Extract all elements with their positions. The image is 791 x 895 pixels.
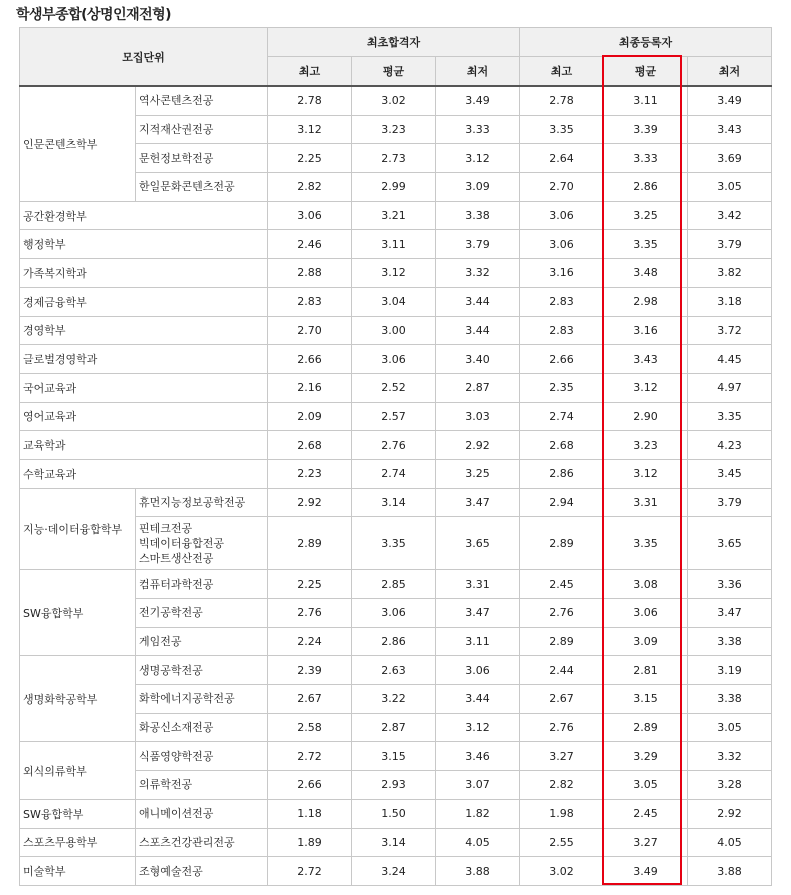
score-cell: 3.65 [688,517,772,570]
score-cell: 3.12 [436,144,520,173]
table-row [20,201,772,230]
major-cell [136,599,268,628]
score-cell: 2.25 [268,144,352,173]
score-cell: 3.47 [436,488,520,517]
score-cell: 2.74 [520,402,604,431]
major-label: 스마트생산전공 [139,551,214,565]
major-cell [136,771,268,800]
score-cell: 3.47 [688,599,772,628]
major-cell [136,799,268,828]
table-row [20,316,772,345]
major-cell [136,713,268,742]
table-row [20,402,772,431]
score-cell: 3.48 [604,259,688,288]
score-cell: 2.63 [352,656,436,685]
score-cell: 3.24 [352,857,436,886]
score-cell: 2.92 [436,431,520,460]
major-label: 게임전공 [139,635,182,649]
col-header: 평균 [352,57,436,87]
table-row [20,230,772,259]
score-cell: 2.72 [268,857,352,886]
score-cell: 3.32 [688,742,772,771]
score-cell: 3.33 [604,144,688,173]
score-cell: 2.82 [520,771,604,800]
major-label: 화공신소재전공 [139,721,214,735]
score-cell: 2.24 [268,627,352,656]
col-header: 최고 [520,57,604,87]
score-cell: 2.67 [268,685,352,714]
department-cell: 미술학부 [20,857,136,886]
major-label: 한일문화콘텐츠전공 [139,180,235,194]
score-cell: 3.38 [688,627,772,656]
department-cell: 국어교육과 [20,373,268,402]
score-cell: 3.11 [604,86,688,115]
score-cell: 3.36 [688,570,772,599]
score-cell: 3.88 [436,857,520,886]
major-cell [136,517,268,570]
table-row [20,345,772,374]
score-cell: 3.49 [436,86,520,115]
score-cell: 3.12 [352,259,436,288]
score-cell: 2.35 [520,373,604,402]
score-cell: 3.44 [436,685,520,714]
score-cell: 4.23 [688,431,772,460]
table-row [20,828,772,857]
score-cell: 2.78 [268,86,352,115]
score-cell: 2.81 [604,656,688,685]
score-cell: 2.09 [268,402,352,431]
major-label: 의류학전공 [139,778,193,792]
score-cell: 2.25 [268,570,352,599]
score-cell: 3.32 [436,259,520,288]
table-row [20,857,772,886]
score-cell: 2.44 [520,656,604,685]
score-cell: 1.18 [268,799,352,828]
score-cell: 3.44 [436,316,520,345]
score-cell: 3.21 [352,201,436,230]
score-cell: 2.90 [604,402,688,431]
major-label: 생명공학전공 [139,663,203,677]
department-cell: 스포츠무용학부 [20,828,136,857]
score-cell: 2.99 [352,173,436,202]
major-cell [136,115,268,144]
col-header: 최고 [268,57,352,87]
score-cell: 3.35 [352,517,436,570]
major-label: 역사콘텐츠전공 [139,94,214,108]
department-cell: 공간환경학부 [20,201,268,230]
score-cell: 4.97 [688,373,772,402]
table-row [20,373,772,402]
score-cell: 2.86 [520,459,604,488]
score-cell: 1.89 [268,828,352,857]
department-cell: 수학교육과 [20,459,268,488]
major-cell [136,173,268,202]
score-cell: 1.82 [436,799,520,828]
major-label: 컴퓨터과학전공 [139,577,214,591]
score-cell: 3.12 [436,713,520,742]
score-cell: 2.72 [268,742,352,771]
score-cell: 2.68 [520,431,604,460]
score-cell: 3.16 [520,259,604,288]
score-cell: 3.12 [604,459,688,488]
score-cell: 2.93 [352,771,436,800]
department-cell: SW융합학부 [20,799,136,828]
score-cell: 2.66 [268,771,352,800]
score-cell: 4.05 [688,828,772,857]
table-body [20,86,772,885]
score-cell: 3.06 [604,599,688,628]
score-cell: 2.64 [520,144,604,173]
score-cell: 3.88 [688,857,772,886]
score-cell: 2.92 [688,799,772,828]
score-cell: 2.87 [352,713,436,742]
score-cell: 2.98 [604,287,688,316]
score-cell: 2.73 [352,144,436,173]
score-cell: 3.06 [352,345,436,374]
score-cell: 3.05 [688,173,772,202]
score-cell: 3.82 [688,259,772,288]
score-cell: 2.88 [268,259,352,288]
department-cell: 외식의류학부 [20,742,136,799]
major-label: 핀테크전공 [139,521,193,535]
score-cell: 2.67 [520,685,604,714]
score-cell: 2.66 [520,345,604,374]
major-cell [136,742,268,771]
table-row [20,459,772,488]
major-label: 화학에너지공학전공 [139,692,235,706]
score-cell: 3.44 [436,287,520,316]
table-row [20,488,772,517]
major-cell [136,857,268,886]
score-cell: 3.28 [688,771,772,800]
major-label: 빅데이터융합전공 [139,536,225,550]
score-cell: 3.29 [604,742,688,771]
score-cell: 3.08 [604,570,688,599]
department-cell: 가족복지학과 [20,259,268,288]
score-cell: 3.18 [688,287,772,316]
score-cell: 2.76 [520,713,604,742]
score-cell: 3.00 [352,316,436,345]
score-cell: 3.09 [604,627,688,656]
score-cell: 3.23 [604,431,688,460]
score-cell: 3.06 [520,230,604,259]
score-cell: 3.16 [604,316,688,345]
score-cell: 3.42 [688,201,772,230]
score-cell: 3.38 [688,685,772,714]
major-label: 문헌정보학전공 [139,151,214,165]
score-cell: 2.86 [352,627,436,656]
score-cell: 3.65 [436,517,520,570]
major-cell [136,685,268,714]
score-cell: 2.87 [436,373,520,402]
col-header: 평균 [604,57,688,87]
score-cell: 2.78 [520,86,604,115]
department-cell: 경영학부 [20,316,268,345]
score-cell: 3.49 [604,857,688,886]
score-cell: 3.02 [520,857,604,886]
score-cell: 3.79 [688,488,772,517]
table-row [20,742,772,771]
score-cell: 2.58 [268,713,352,742]
score-cell: 3.49 [688,86,772,115]
score-cell: 2.82 [268,173,352,202]
major-cell [136,627,268,656]
department-cell: 행정학부 [20,230,268,259]
score-cell: 3.43 [604,345,688,374]
table-row [20,431,772,460]
score-cell: 3.12 [604,373,688,402]
score-cell: 2.66 [268,345,352,374]
score-cell: 4.05 [436,828,520,857]
score-cell: 3.31 [436,570,520,599]
score-cell: 3.43 [688,115,772,144]
score-cell: 2.94 [520,488,604,517]
major-label: 애니메이션전공 [139,807,214,821]
score-cell: 3.27 [604,828,688,857]
score-cell: 3.04 [352,287,436,316]
score-cell: 2.89 [520,517,604,570]
admission-results-table [19,27,772,886]
score-cell: 3.79 [436,230,520,259]
score-cell: 3.11 [352,230,436,259]
score-cell: 3.47 [436,599,520,628]
score-cell: 3.12 [268,115,352,144]
score-cell: 3.35 [604,230,688,259]
score-cell: 3.19 [688,656,772,685]
table-row [20,799,772,828]
table-row [20,287,772,316]
score-cell: 2.52 [352,373,436,402]
major-label: 휴먼지능정보공학전공 [139,495,246,509]
score-cell: 2.55 [520,828,604,857]
major-label: 전기공학전공 [139,606,203,620]
score-cell: 2.92 [268,488,352,517]
score-cell: 2.89 [604,713,688,742]
table-row [20,259,772,288]
col-header: 최저 [688,57,772,87]
major-cell [136,656,268,685]
table-row [20,86,772,115]
score-cell: 3.40 [436,345,520,374]
score-cell: 3.09 [436,173,520,202]
score-cell: 3.03 [436,402,520,431]
score-cell: 3.38 [436,201,520,230]
score-cell: 2.45 [520,570,604,599]
score-cell: 2.85 [352,570,436,599]
score-cell: 3.69 [688,144,772,173]
score-cell: 3.25 [604,201,688,230]
department-cell: SW융합학부 [20,570,136,656]
unit-header: 모집단위 [20,28,268,87]
score-cell: 2.70 [268,316,352,345]
score-cell: 3.33 [436,115,520,144]
score-cell: 3.79 [688,230,772,259]
score-cell: 3.35 [520,115,604,144]
score-cell: 2.89 [268,517,352,570]
score-cell: 2.83 [520,287,604,316]
score-cell: 3.35 [688,402,772,431]
col-header: 최저 [436,57,520,87]
score-cell: 2.74 [352,459,436,488]
department-cell: 영어교육과 [20,402,268,431]
score-cell: 3.06 [436,656,520,685]
score-cell: 3.46 [436,742,520,771]
major-label: 지적재산권전공 [139,123,214,137]
department-cell: 교육학과 [20,431,268,460]
department-cell: 생명화학공학부 [20,656,136,742]
score-cell: 3.39 [604,115,688,144]
score-cell: 1.50 [352,799,436,828]
score-cell: 2.83 [268,287,352,316]
score-cell: 4.45 [688,345,772,374]
major-cell [136,488,268,517]
score-cell: 3.05 [604,771,688,800]
table-row [20,656,772,685]
score-cell: 1.98 [520,799,604,828]
score-cell: 3.06 [352,599,436,628]
major-label: 식품영양학전공 [139,749,214,763]
score-cell: 2.16 [268,373,352,402]
final-registrant-header: 최종등록자 [520,28,772,57]
score-cell: 3.35 [604,517,688,570]
score-cell: 2.86 [604,173,688,202]
major-cell [136,828,268,857]
score-cell: 3.15 [352,742,436,771]
major-cell [136,86,268,115]
score-cell: 2.76 [268,599,352,628]
score-cell: 2.89 [520,627,604,656]
score-cell: 3.11 [436,627,520,656]
major-cell [136,570,268,599]
score-cell: 2.83 [520,316,604,345]
table-row [20,570,772,599]
score-cell: 3.14 [352,488,436,517]
major-cell [136,144,268,173]
score-cell: 3.06 [268,201,352,230]
department-cell: 지능·데이터융합학부 [20,488,136,570]
score-cell: 2.76 [352,431,436,460]
score-cell: 2.23 [268,459,352,488]
department-cell: 인문콘텐츠학부 [20,86,136,201]
score-cell: 2.39 [268,656,352,685]
page-title: 학생부종합(상명인재전형) [16,7,172,23]
initial-pass-header: 최초합격자 [268,28,520,57]
score-cell: 3.22 [352,685,436,714]
score-cell: 3.23 [352,115,436,144]
score-cell: 3.25 [436,459,520,488]
score-cell: 3.05 [688,713,772,742]
score-cell: 3.06 [520,201,604,230]
score-cell: 3.07 [436,771,520,800]
score-cell: 3.31 [604,488,688,517]
score-cell: 3.27 [520,742,604,771]
score-cell: 3.14 [352,828,436,857]
score-cell: 3.72 [688,316,772,345]
score-cell: 3.02 [352,86,436,115]
major-label: 조형예술전공 [139,864,203,878]
score-cell: 2.57 [352,402,436,431]
department-cell: 글로벌경영학과 [20,345,268,374]
department-cell: 경제금융학부 [20,287,268,316]
score-cell: 2.45 [604,799,688,828]
score-cell: 2.68 [268,431,352,460]
major-label: 스포츠건강관리전공 [139,835,235,849]
score-cell: 3.15 [604,685,688,714]
score-cell: 3.45 [688,459,772,488]
score-cell: 2.76 [520,599,604,628]
score-cell: 2.70 [520,173,604,202]
score-cell: 2.46 [268,230,352,259]
